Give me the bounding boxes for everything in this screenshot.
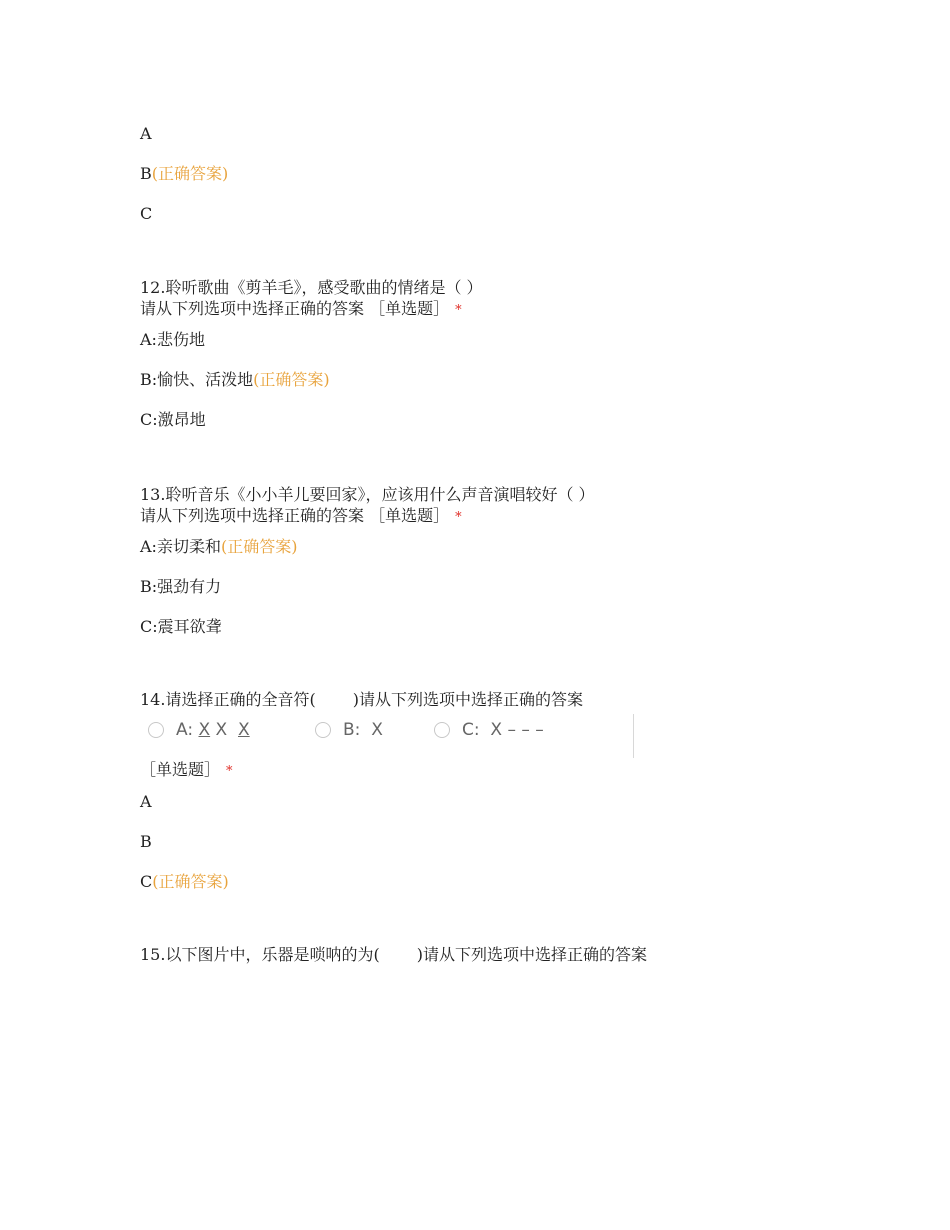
divider [633,714,634,758]
option-label: C [140,872,153,891]
radio-icon [315,722,331,738]
notation-a-prefix: A: [176,720,194,740]
notation-option-b [315,720,383,740]
option-label: A [140,124,152,143]
q15-title: 15.以下图片中，乐器是唢呐的为( )请从下列选项中选择正确的答案 [140,945,648,964]
correct-answer-mark: (正确答案) [220,537,298,556]
q14-option-a[interactable] [140,792,152,812]
q12-option-c[interactable] [140,410,206,430]
correct-answer-mark: (正确答案) [253,370,330,389]
note-x: X [198,720,211,740]
required-star: * [455,510,462,525]
q14-option-b[interactable] [140,832,152,852]
note-x: X [238,720,250,740]
option-label: C:震耳欲聋 [140,617,222,636]
q11-option-c[interactable] [140,204,152,224]
q12-option-b[interactable] [140,370,330,390]
option-label: A [140,792,152,811]
option-label: A:亲切柔和 [140,537,221,556]
q13-option-b[interactable] [140,577,221,597]
q11-option-b[interactable] [140,164,228,184]
notation-c: C: X – – – [462,720,544,740]
instruction-text: 请从下列选项中选择正确的答案 ［单选题］ [140,506,450,525]
option-label: B [140,164,152,183]
q14-title: 14.请选择正确的全音符( )请从下列选项中选择正确的答案 [140,690,584,709]
required-star: * [455,303,462,318]
radio-icon [148,722,164,738]
option-label: B:强劲有力 [140,577,222,596]
instruction-text: 请从下列选项中选择正确的答案 ［单选题］ [140,299,450,318]
note-x: X [215,720,228,740]
q13-option-c[interactable] [140,617,222,637]
correct-answer-mark: (正确答案) [152,872,229,891]
q11-option-a[interactable] [140,124,152,144]
option-label: B [140,832,152,851]
option-label: C:激昂地 [140,410,206,429]
q14-notation-image [140,714,634,758]
instruction-text: ［单选题］ [140,760,221,779]
q12-option-a[interactable] [140,330,205,350]
required-star: * [226,764,233,779]
notation-b: B: X [343,720,383,740]
radio-icon [434,722,450,738]
q14-option-c[interactable] [140,872,229,892]
option-label: B:愉快、活泼地 [140,370,254,389]
q12-instruction [140,299,462,321]
q12-title: 12.聆听歌曲《剪羊毛》，感受歌曲的情绪是（ ） [140,278,483,297]
notation-option-a [148,720,250,740]
q13-option-a[interactable] [140,537,297,557]
option-label: A:悲伤地 [140,330,205,349]
notation-option-c [434,720,544,740]
q13-instruction [140,506,462,528]
option-label: C [140,204,153,223]
q14-instruction [140,760,233,782]
correct-answer-mark: (正确答案) [151,164,229,183]
q13-title: 13.聆听音乐《小小羊儿要回家》，应该用什么声音演唱较好（ ） [140,485,595,504]
